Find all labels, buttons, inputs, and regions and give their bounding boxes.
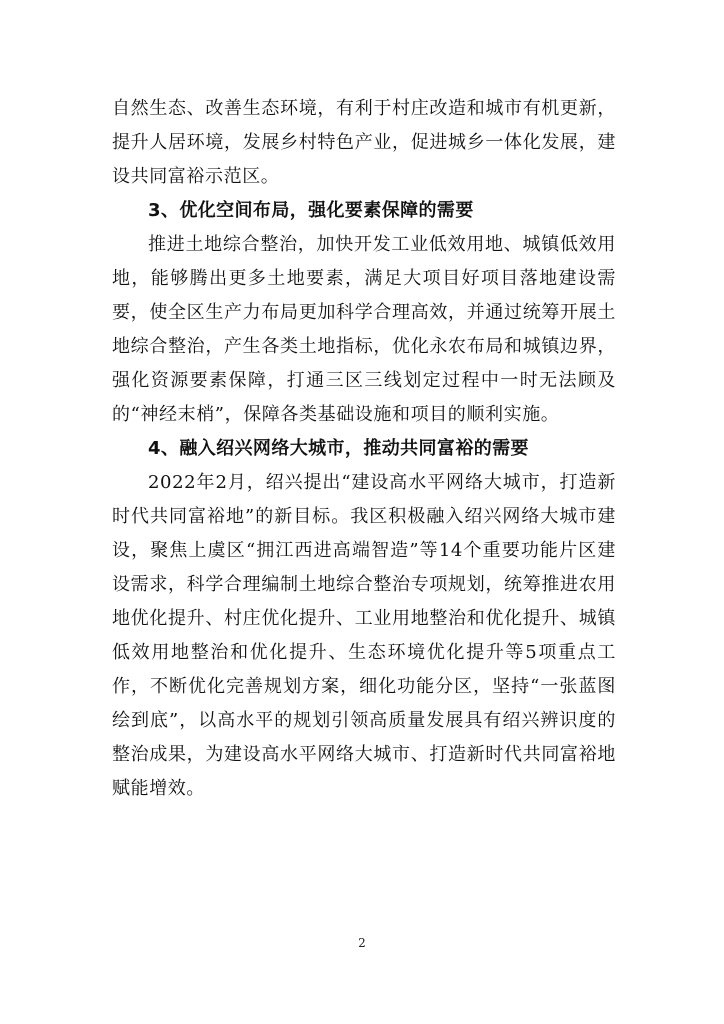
section-3-paragraph: 推进土地综合整治，加快开发工业低效用地、城镇低效用地，能够腾出更多土地要素，满足大项目好项目落地建设需要，使全区生产力布局更加科学合理高效，并通过统筹开展土地综合整治，产生各类土地指标，优化永农布局和城镇边界，强化资源要素保障，打通三区三线划定过程中一时无法顾及的“神经末梢”，保障各类基础设施和项目的顺利实施。 [112,234,616,425]
page-content [112,92,616,806]
page-number: 2 [358,936,366,950]
section-4-paragraph: 2022年2月，绍兴提出“建设高水平网络大城市，打造新时代共同富裕地”的新目标。我区积极融入绍兴网络大城市建设，聚焦上虞区“拥江西进高端智造”等14个重要功能片区建设需求，科学合理编制土地综合整治专项规划，统筹推进农用地优化提升、村庄优化提升、工业用地整治和优化提升、城镇低效用地整治和优化提升、生态环境优化提升等5项重点工作，不断优化完善规划方案，细化功能分区，坚持“一张蓝图绘到底”，以高水平的规划引领高质量发展具有绍兴辨识度的整治成果，为建设高水平网络大城市、打造新时代共同富裕地赋能增效。 [112,472,616,799]
continuation-paragraph: 自然生态、改善生态环境，有利于村庄改造和城市有机更新，提升人居环境，发展乡村特色产业，促进城乡一体化发展，建设共同富裕示范区。 [112,98,616,187]
section-4-heading: 4、融入绍兴网络大城市，推动共同富裕的需要 [148,438,529,459]
section-3-heading: 3、优化空间布局，强化要素保障的需要 [148,200,474,221]
